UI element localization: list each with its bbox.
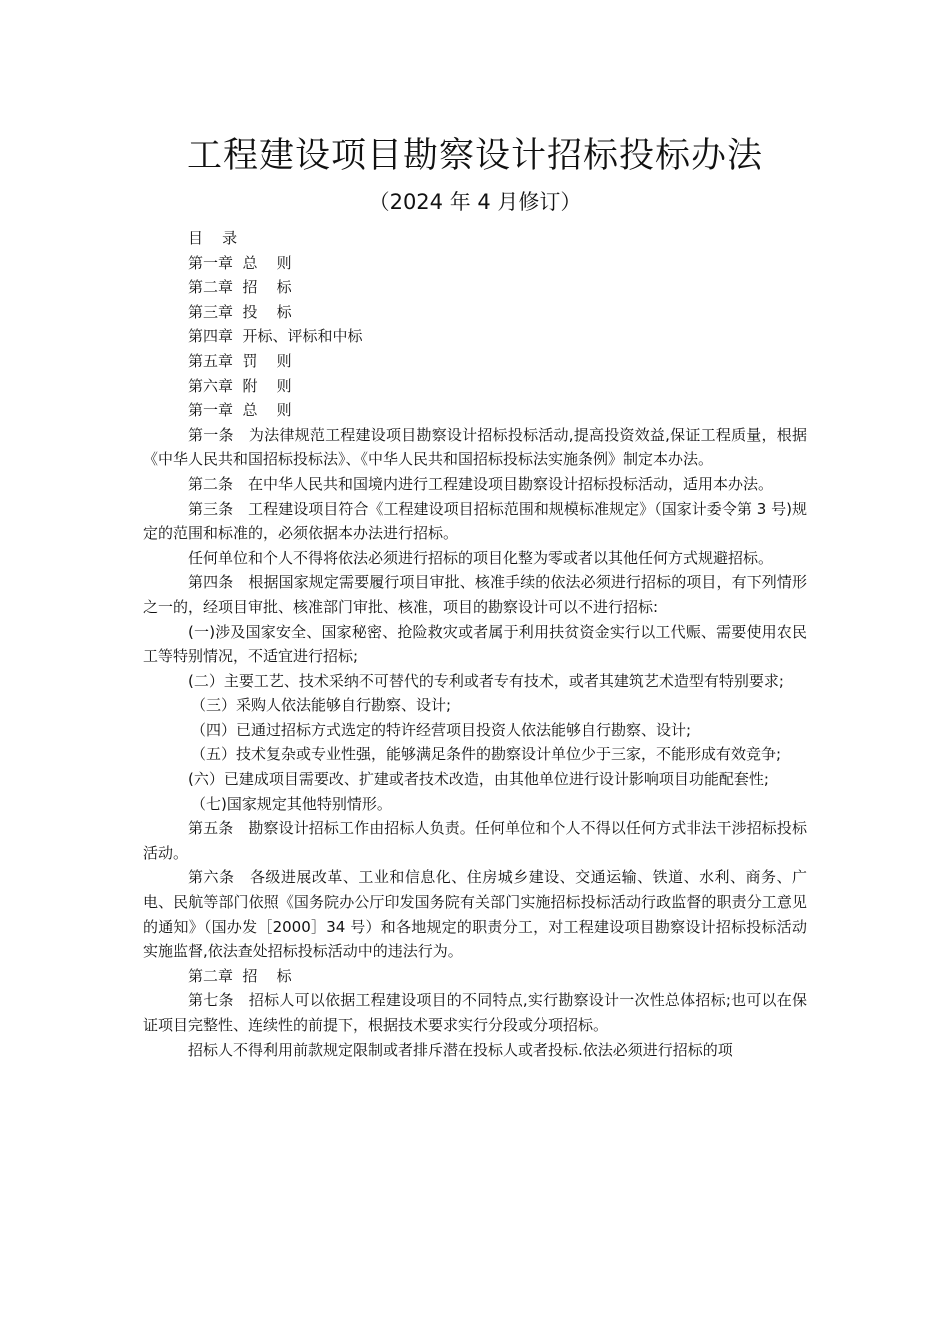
article-3-paragraph: 任何单位和个人不得将依法必须进行招标的项目化整为零或者以其他任何方式规避招标。 <box>188 548 774 567</box>
article-7: 第七条 招标人可以依据工程建设项目的不同特点,实行勘察设计一次性总体招标;也可以在保证项目完整性、连续性的前提下，根据技术要求实行分段或分项招标。 <box>143 991 807 1034</box>
toc-item: 第六章 附 则 <box>188 376 292 395</box>
toc-item: 第二章 招 标 <box>188 278 292 297</box>
article-1: 第一条 为法律规范工程建设项目勘察设计招标投标活动,提高投资效益,保证工程质量，根据《中华人民共和国招标投标法》、《中华人民共和国招标投标法实施条例》制定本办法。 <box>143 425 807 469</box>
toc-heading: 目 录 <box>188 229 238 247</box>
article-4-item-5: （五）技术复杂或专业性强，能够满足条件的勘察设计单位少于三家，不能形成有效竞争; <box>191 745 782 764</box>
article-4-item-1: (一)涉及国家安全、国家秘密、抢险救灾或者属于利用扶贫资金实行以工代赈、需要使用农民工等特别情况，不适宜进行招标; <box>143 622 807 666</box>
article-4-item-6: (六）已建成项目需要改、扩建或者技术改造，由其他单位进行设计影响项目功能配套性; <box>188 770 769 789</box>
article-6: 第六条 各级进展改革、工业和信息化、住房城乡建设、交通运输、铁道、水利、商务、广电、民航等部门依照《国务院办公厅印发国务院有关部门实施招标投标活动行政监督的职责分工意见的通知》（国办发［2000］34 号）和各地规定的职责分工，对工程建设项目勘察设计招标投标活动实施监督,依法查处招标投标活动中的违法行为。 <box>143 868 807 961</box>
article-2: 第二条 在中华人民共和国境内进行工程建设项目勘察设计招标投标活动，适用本办法。 <box>188 474 774 493</box>
article-4: 第四条 根据国家规定需要履行项目审批、核准手续的依法必须进行招标的项目，有下列情形之一的，经项目审批、核准部门审批、核准，项目的勘察设计可以不进行招标: <box>143 573 807 616</box>
article-5: 第五条 勘察设计招标工作由招标人负责。任何单位和个人不得以任何方式非法干涉招标投标活动。 <box>143 819 807 862</box>
article-4-item-2: (二）主要工艺、技术采纳不可替代的专利或者专有技术，或者其建筑艺术造型有特别要求; <box>188 671 784 690</box>
article-7-paragraph: 招标人不得利用前款规定限制或者排斥潜在投标人或者投标.依法必须进行招标的项 <box>188 1040 733 1059</box>
chapter-heading: 第二章 招 标 <box>188 966 292 985</box>
toc-item: 第四章 开标、评标和中标 <box>188 327 363 346</box>
toc-item: 第五章 罚 则 <box>188 351 292 370</box>
article-4-item-3: （三）采购人依法能够自行勘察、设计; <box>191 696 452 715</box>
document-title: 工程建设项目勘察设计招标投标办法 <box>186 136 763 176</box>
chapter-heading: 第一章 总 则 <box>188 401 292 420</box>
article-4-item-7: （七)国家规定其他特别情形。 <box>191 794 392 813</box>
toc-item: 第一章 总 则 <box>188 253 292 272</box>
document-body <box>143 226 807 1062</box>
document-subtitle: （2024 年 4 月修订） <box>368 190 582 214</box>
article-3: 第三条 工程建设项目符合《工程建设项目招标范围和规模标准规定》（国家计委令第 3 号)规定的范围和标准的，必须依据本办法进行招标。 <box>143 499 807 543</box>
article-4-item-4: （四）已通过招标方式选定的特许经营项目投资人依法能够自行勘察、设计; <box>191 720 692 739</box>
toc-item: 第三章 投 标 <box>188 302 292 321</box>
